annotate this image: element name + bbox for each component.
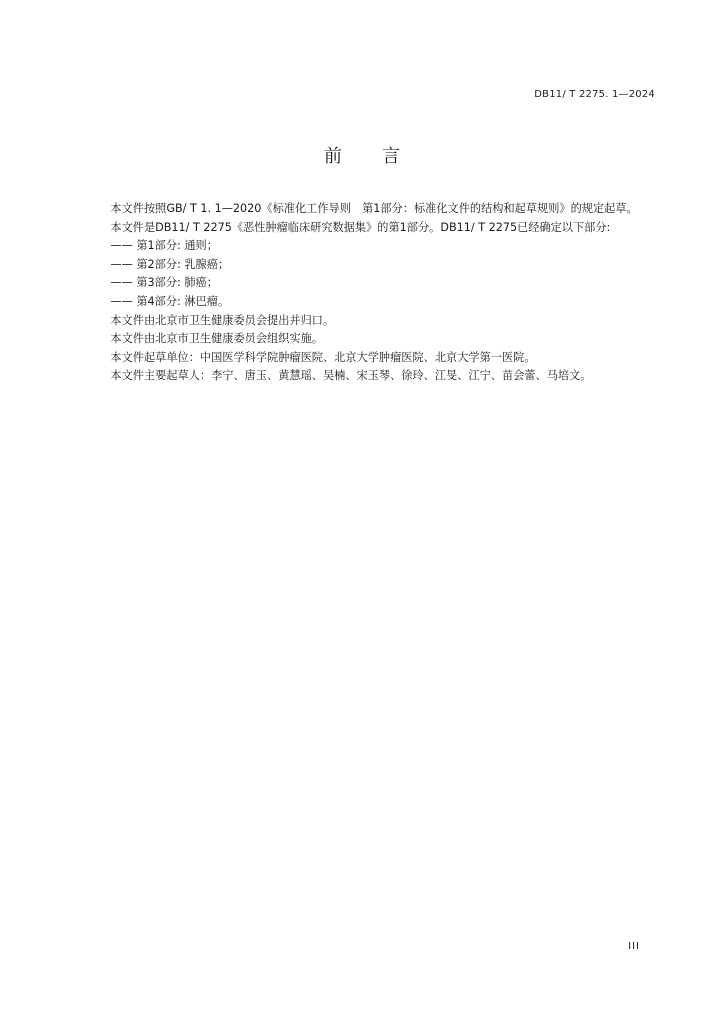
page-number: III (628, 941, 640, 952)
foreword-paragraph-drafting-rules: 本文件按照GB/ T 1. 1—2020《标准化工作导则 第1部分：标准化文件的结构和起草规则》的规定起草。 (110, 202, 638, 215)
statement-implemented-by: 本文件由北京市卫生健康委员会组织实施。 (110, 332, 323, 346)
statement-drafting-units: 本文件起草单位：中国医学科学院肿瘤医院、北京大学肿瘤医院、北京大学第一医院。 (110, 350, 536, 364)
page-title: 前言 (324, 146, 440, 167)
part-list-item-4: —— 第4部分: 淋巴瘤。 (110, 294, 230, 308)
document-code-header: DB11/ T 2275. 1—2024 (534, 89, 655, 100)
foreword-body (88, 200, 662, 386)
statement-main-drafters: 本文件主要起草人：李宁、唐玉、黄慧瑶、吴楠、宋玉琴、徐玲、江旻、江宁、苗会蕾、马培文。 (110, 369, 592, 383)
part-list-item-1: —— 第1部分: 通则； (110, 239, 218, 253)
part-list-item-2: —— 第2部分: 乳腺癌； (110, 257, 230, 271)
part-list-item-3: —— 第3部分: 肺癌； (110, 276, 218, 290)
foreword-paragraph-standard-parts: 本文件是DB11/ T 2275《恶性肿瘤临床研究数据集》的第1部分。DB11/ T 2275已经确定以下部分: (110, 220, 611, 234)
statement-proposed-by: 本文件由北京市卫生健康委员会提出并归口。 (110, 313, 335, 327)
